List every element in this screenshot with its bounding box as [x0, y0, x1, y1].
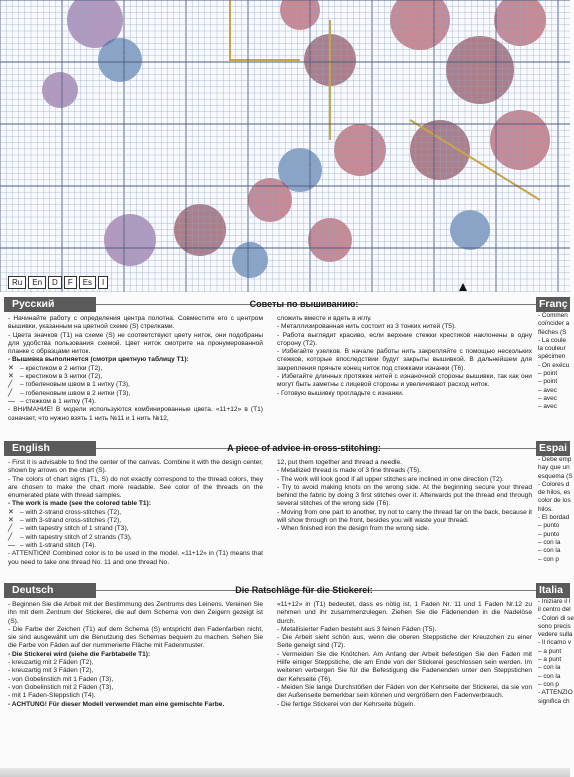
paragraph: - Moving from one part to another, try not to carry the thread far on the back, because it will show through on the front, besides you will waste your thread. — [277, 508, 532, 525]
section-title: Советы по вышиванию: — [249, 299, 359, 309]
list-item: ✕ – with 2-strand cross-stitches (T2), — [8, 508, 122, 516]
back-stitch-icon: — — [8, 397, 15, 405]
motif-patch — [104, 214, 156, 266]
section-label: English — [4, 441, 96, 456]
cropped-line: - Iniziare il l — [538, 598, 571, 605]
list-item: ✕ – крестиком в 3 нитки (T2), — [8, 373, 103, 381]
paragraph: - Цвета значков (T1) на схеме (S) не соответствуют цвету ниток, они подобраны для удобства пользования схемой. Цвет ниток смотрите на пронумерованной планке с образцами ниток. — [8, 331, 263, 356]
cropped-line: - On exécu — [538, 361, 570, 369]
list-item: - kreuzartig mit 3 Fäden (T2), — [8, 667, 94, 675]
section-english — [4, 441, 536, 567]
motif-patch — [98, 38, 142, 82]
column-right — [277, 459, 532, 567]
paragraph: - Meiden Sie lange Durchstößen der Fäden von der Kehrseite der Stickerei, da sie von der Außenseite bemerkbar sein können und vergrößern den Fadenverbrauch. — [277, 683, 532, 700]
motif-patch — [308, 218, 352, 262]
cross-stitch-icon: ✕ — [8, 517, 14, 525]
cropped-line: coïncider a — [538, 320, 570, 328]
list-item: ╱ – гобеленовым швом в 2 нитки (T3), — [8, 389, 131, 397]
cropped-line: – a punt — [538, 647, 562, 655]
paragraph: - Избегайте узелков. В начале работы нить закрепляйте с помощью нескольких стежков, которые впоследствии будут закрыты вышивкой. В дальнейшем для закрепления прячьте конец ниток под стежками изнанки (T6). — [277, 348, 532, 372]
list-item: ╱ – гобеленовым швом в 1 нитку (T3), — [8, 381, 130, 389]
cropped-line: - Debe emp — [538, 456, 572, 463]
motif-patch — [410, 120, 470, 180]
cross-stitch-icon: ✕ — [8, 508, 14, 516]
page-crease — [0, 768, 570, 777]
paragraph: - Готовую вышивку прогладьте с изнанки. — [277, 389, 404, 397]
cropped-line: - Commen — [538, 312, 568, 319]
lang-tab-ru[interactable]: Ru — [8, 276, 26, 289]
section-label: Espai — [536, 441, 570, 456]
cropped-line: hilos. — [538, 505, 553, 513]
cropped-line: – avec — [538, 386, 557, 394]
paragraph: - ACHTUNG! Für dieser Modell verwendet man eine gemischte Farbe. — [8, 700, 225, 708]
section-title: Die Ratschläge für die Stickerei: — [235, 585, 373, 595]
list-item: — – with 1-strand stitch (T4). — [8, 541, 97, 549]
paragraph: - Die fertige Stickerei von der Kehrseite bügeln. — [277, 700, 416, 708]
cropped-line: – point — [538, 378, 558, 386]
list-item: ╱ – with tapestry stitch of 2 strands (T3), — [8, 533, 132, 541]
column-left — [8, 315, 263, 423]
cropped-line: spécimen — [538, 353, 566, 361]
cropped-line: de hilos, es — [538, 489, 571, 497]
cross-stitch-icon: ✕ — [8, 364, 14, 372]
cropped-line: – avec — [538, 403, 557, 411]
paragraph: - Die Stickerei wird (siehe die Farbtabelle T1): — [8, 650, 151, 658]
cropped-line: la couleur — [538, 345, 566, 353]
paragraph: сложить вместе и вдеть в иглу. — [277, 315, 372, 322]
paragraph: «11+12» in (T1) bedeutet, dass es nötig ist, 1 Faden Nr. 11 und 1 Faden Nr.12 zu nehmen und ihr zusammenzulegen. Ziehen Sie die Fädenenden in die Nadelöse durch. — [277, 601, 532, 625]
list-item: ✕ – крестиком в 2 нитки (T2), — [8, 364, 103, 372]
paragraph: - Metallisierter Faden besteht aus 3 feinen Fäden (T5). — [277, 625, 437, 633]
cropped-line: - Colores d — [538, 480, 570, 488]
motif-patch — [446, 36, 514, 104]
paragraph: - Vermeiden Sie die Knötchen. Am Anfang der Arbeit befestigen Sie den Faden mit Hilfe einiger Steppstiche, die am Ende von der Stickerei geschlossen sein werden. Im weiteren verbergen Sie für die Befestigung die Fadenenden unter den Steppstichen der Kehrseite (T6). — [277, 650, 532, 683]
lang-tab-f[interactable]: F — [64, 276, 77, 289]
tapestry-stitch-icon: ╱ — [8, 533, 13, 541]
cropped-text — [536, 598, 574, 706]
section-label: Deutsch — [4, 583, 96, 598]
paragraph: - Die Arbeit sieht schön aus, wenn die oberen Steppstiche der Kreuzchen zu einer Seite geneigt sind (T2). — [277, 634, 532, 650]
paragraph: - The colors of chart signs (T1, S) do not exactly correspond to the thread colors, they are chosen to make the chart more readable. See color of the threads on the enumerated plate with thread samples. — [8, 475, 263, 500]
cropped-line: – con p — [538, 680, 559, 688]
tapestry-stitch-icon: ╱ — [8, 381, 13, 389]
paragraph: - Die Farbe der Zeichen (T1) auf dem Schema (S) entspricht den Fadenfarben nicht, sie sind ausgewählt um die Benutzung des Schemas bequem zu machen. Sehen Sie die Farbe von Fäden auf der nummerierte Fläche mit Fadenmuster. — [8, 625, 263, 650]
list-item: ╱ – with tapestry stitch of 1 strand (T3), — [8, 525, 129, 533]
cropped-line: vedere sulla — [538, 631, 573, 639]
paragraph: 12, put them together and thread a needle. — [277, 459, 403, 466]
language-tabs — [8, 276, 108, 289]
cross-stitch-chart — [0, 0, 570, 292]
section-title: A piece of advice in cross-stitching: — [227, 443, 381, 453]
cropped-line: significa ch — [538, 697, 570, 705]
paragraph: - Металлизированная нить состоит из 3 тонких нитей (T5). — [277, 323, 456, 331]
section-label: Italia — [536, 583, 570, 598]
paragraph: - Try to avoid making knots on the wrong side. At the beginning secure your thread behind the fabric by doing 3 first stitches over it. Afterwards put the thread end through several stitches of the wrong side (T6). — [277, 483, 532, 508]
section-russian — [4, 297, 536, 423]
cropped-line: - La coule — [538, 336, 567, 344]
paragraph: - Работа выглядит красиво, если верхние стежки крестиков наклонены в одну сторону (T2). — [277, 331, 532, 347]
list-item: ✕ – with 3-strand cross-stitches (T2), — [8, 517, 122, 525]
cropped-line: – point — [538, 370, 558, 378]
paragraph: - Избегайте длинных протяжек нитей с изнаночной стороны вышивки, так как они могут быть заметны с лицевой стороны и увеличивают расход ниток. — [277, 373, 532, 389]
cropped-line: – avec — [538, 394, 557, 402]
list-item: - von Gobelinstich mit 1 Faden (T3), — [8, 675, 114, 683]
lang-tab-en[interactable]: En — [28, 276, 46, 289]
cropped-line: – a punt — [538, 656, 562, 664]
cropped-line: – con la — [538, 538, 561, 546]
column-left — [8, 601, 263, 709]
lang-tab-i[interactable]: I — [98, 276, 108, 289]
paragraph: - The work will look good if all upper stitches are inclined in one direction (T2). — [277, 475, 504, 483]
cropped-line: – con la — [538, 672, 561, 680]
cropped-line: – punto — [538, 522, 560, 530]
paragraph: - Beginnen Sie die Arbeit mit der Bestimmung des Zentrums des Leinens. Vereinen Sie ihn mit dem Zentrum der Stickerei, die auf dem Schema von den Zeigern gezeigt ist (S). — [8, 601, 263, 625]
lang-tab-es[interactable]: Es — [79, 276, 96, 289]
cropped-line: – con la — [538, 664, 561, 672]
list-item: — – стежком в 1 нитку (T4). — [8, 397, 96, 405]
section-label: Franç — [536, 297, 570, 312]
section-deutsch — [4, 583, 536, 709]
list-item: - von Gobelinstich mit 2 Fäden (T3), — [8, 683, 114, 691]
paragraph: - The work is made (see the colored table T1): — [8, 500, 151, 508]
paragraph: - Metallized thread is made of 3 fine threads (T5). — [277, 467, 422, 475]
paragraph: - First it is advisable to find the center of the canvas. Combine it with the design center, shown by arrows on the chart (S). — [8, 459, 263, 475]
back-stitch-icon: — — [8, 541, 15, 549]
paragraph: - ВНИМАНИЕ! В модели используются комбинированные цвета. «11+12» в (T1) означает, что нужно взять 1 нить №11 и 1 нить №12, — [8, 406, 263, 422]
column-right — [277, 315, 532, 423]
cropped-line: hay que un — [538, 464, 570, 472]
section-label: Русский — [4, 297, 96, 312]
section-italian-cropped — [536, 583, 574, 706]
cropped-line: color de los — [538, 497, 571, 505]
paragraph: - When finished iron the design from the wrong side. — [277, 525, 430, 533]
column-left — [8, 459, 263, 567]
cropped-text — [536, 312, 570, 412]
section-spanish-cropped — [536, 441, 573, 564]
cropped-line: - ATTENZIO — [538, 689, 573, 697]
cropped-line: il centro del — [538, 606, 571, 614]
paragraph: - Начинайте работу с определения центра полотна. Совместите его с центром вышивки, указанным на цветной схеме (S) стрелками. — [8, 315, 263, 331]
paragraph: - ATTENTION! Combined color is to be used in the model. «11+12» in (T1) means that you need to take one thread No. 11 and one thread No. — [8, 550, 263, 566]
cropped-line: – punto — [538, 530, 560, 538]
motif-patch — [490, 110, 550, 170]
cropped-text — [536, 456, 573, 564]
cross-stitch-icon: ✕ — [8, 373, 14, 381]
motif-patch — [248, 178, 292, 222]
list-item: - kreuzartig mit 2 Fäden (T2), — [8, 659, 94, 667]
chart-grid-svg — [0, 0, 570, 292]
tapestry-stitch-icon: ╱ — [8, 389, 13, 397]
cropped-line: sono precis — [538, 622, 571, 630]
motif-patch — [42, 72, 78, 108]
cropped-line: - El bordad — [538, 514, 570, 522]
tapestry-stitch-icon: ╱ — [8, 525, 13, 533]
cropped-line: esquema (S — [538, 472, 573, 480]
motif-patch — [232, 242, 268, 278]
lang-tab-d[interactable]: D — [48, 276, 62, 289]
column-right — [277, 601, 532, 709]
cropped-line: – con p — [538, 555, 559, 563]
motif-patch — [450, 210, 490, 250]
cropped-line: – con la — [538, 547, 561, 555]
cropped-line: - Il ricamo v — [538, 639, 572, 647]
cropped-line: flèches (S — [538, 328, 567, 336]
list-item: - mit 1 Faden-Steppstich (T4). — [8, 692, 96, 700]
section-french-cropped — [536, 297, 570, 412]
cropped-line: - Colori di se — [538, 614, 574, 622]
paragraph: - Вышивка выполняется (смотри цветную таблицу T1): — [8, 356, 189, 364]
